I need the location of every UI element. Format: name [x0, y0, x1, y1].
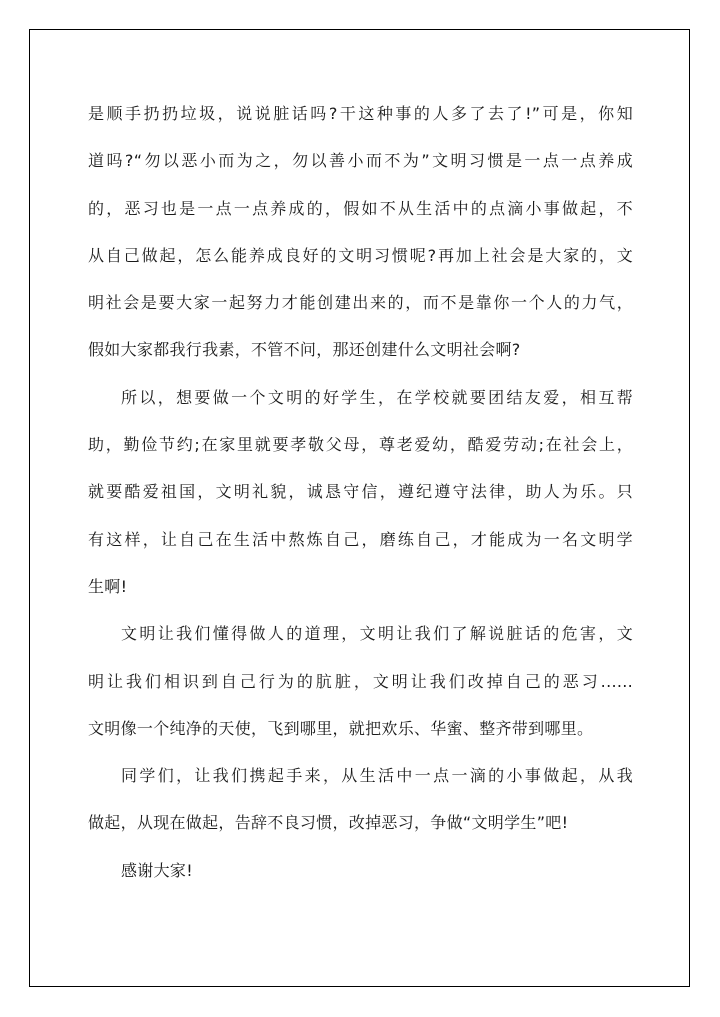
paragraph-start-line: 所以，想要做一个文明的好学生，在学校就要团结友爱，相互帮	[121, 387, 633, 407]
text-line: 明社会是要大家一起努力才能创建出来的，而不是靠你一个人的力气，	[88, 293, 633, 313]
text-line: 的，恶习也是一点一点养成的，假如不从生活中的点滴小事做起，不	[88, 198, 633, 218]
document-body	[88, 98, 633, 902]
closing-line: 感谢大家!	[121, 860, 193, 880]
text-line: 生啊!	[88, 576, 128, 596]
text-line: 就要酷爱祖国，文明礼貌，诚恳守信，遵纪遵守法律，助人为乐。只	[88, 482, 633, 502]
text-line: 做起，从现在做起，告辞不良习惯，改掉恶习，争做“文明学生”吧!	[88, 813, 569, 833]
text-line: 有这样，让自己在生活中熬炼自己，磨练自己，才能成为一名文明学	[88, 529, 633, 549]
text-line: 助，勤俭节约;在家里就要孝敬父母，尊老爱幼，酷爱劳动;在社会上，	[88, 435, 633, 455]
text-line: 是顺手扔扔垃圾，说说脏话吗?干这种事的人多了去了!”可是，你知	[88, 104, 633, 123]
paragraph-start-line: 同学们，让我们携起手来，从生活中一点一滴的小事做起，从我	[121, 766, 633, 786]
text-line: 假如大家都我行我素，不管不问，那还创建什么文明社会啊?	[88, 340, 521, 360]
text-line: 明让我们相识到自己行为的肮脏，文明让我们改掉自己的恶习......	[88, 671, 633, 691]
text-line: 文明像一个纯净的天使，飞到哪里，就把欢乐、华蜜、整齐带到哪里。	[88, 718, 594, 738]
paragraph-start-line: 文明让我们懂得做人的道理，文明让我们了解说脏话的危害，文	[121, 624, 633, 644]
text-line: 道吗?“勿以恶小而为之，勿以善小而不为”文明习惯是一点一点养成	[88, 151, 633, 171]
text-line: 从自己做起，怎么能养成良好的文明习惯呢?再加上社会是大家的，文	[88, 245, 633, 265]
